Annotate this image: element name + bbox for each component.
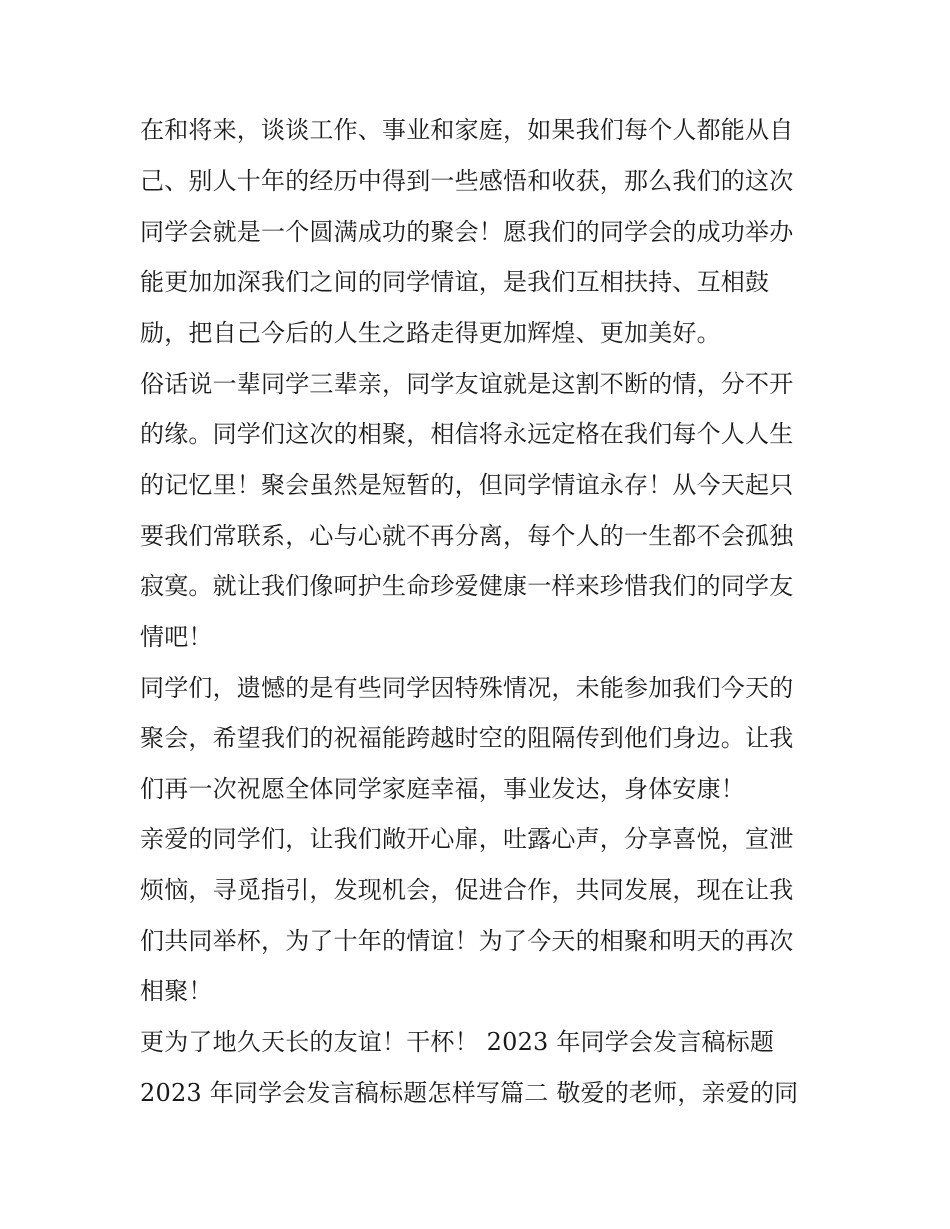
- text-line: 的缘。同学们这次的相聚，相信将永远定格在我们每个人人生: [140, 420, 794, 448]
- text-line: 的记忆里！聚会虽然是短暂的，但同学情谊永存！从今天起只: [140, 471, 794, 499]
- text-line: 聚会，希望我们的祝福能跨越时空的阻隔传到他们身边。让我: [140, 724, 794, 752]
- text-line: 同学们，遗憾的是有些同学因特殊情况，未能参加我们今天的: [140, 674, 794, 702]
- text-line: 能更加加深我们之间的同学情谊，是我们互相扶持、互相鼓: [140, 268, 770, 296]
- text-line: 在和将来，谈谈工作、事业和家庭，如果我们每个人都能从自: [140, 116, 794, 144]
- text-line: 同学会就是一个圆满成功的聚会！愿我们的同学会的成功举办: [140, 218, 794, 246]
- text-line: 寂寞。就让我们像呵护生命珍爱健康一样来珍惜我们的同学友: [140, 572, 794, 600]
- text-line: 更为了地久天长的友谊！干杯！ 2023 年同学会发言稿标题: [140, 1028, 775, 1056]
- text-line: 2023 年同学会发言稿标题怎样写篇二 敬爱的老师，亲爱的同: [140, 1079, 799, 1107]
- text-line: 要我们常联系，心与心就不再分离，每个人的一生都不会孤独: [140, 522, 794, 550]
- text-line: 励，把自己今后的人生之路走得更加辉煌、更加美好。: [140, 319, 721, 347]
- text-line: 俗话说一辈同学三辈亲，同学友谊就是这割不断的情，分不开: [140, 370, 794, 398]
- text-line: 们共同举杯，为了十年的情谊！为了今天的相聚和明天的再次: [140, 927, 794, 955]
- text-line: 己、别人十年的经历中得到一些感悟和收获，那么我们的这次: [140, 167, 794, 195]
- text-line: 亲爱的同学们，让我们敞开心扉，吐露心声，分享喜悦，宣泄: [140, 825, 794, 853]
- text-line: 们再一次祝愿全体同学家庭幸福，事业发达，身体安康！: [140, 775, 745, 803]
- text-line: 相聚！: [140, 977, 213, 1005]
- text-line: 烦恼，寻觅指引，发现机会，促进合作，共同发展，现在让我: [140, 876, 794, 904]
- text-line: 情吧！: [140, 623, 213, 651]
